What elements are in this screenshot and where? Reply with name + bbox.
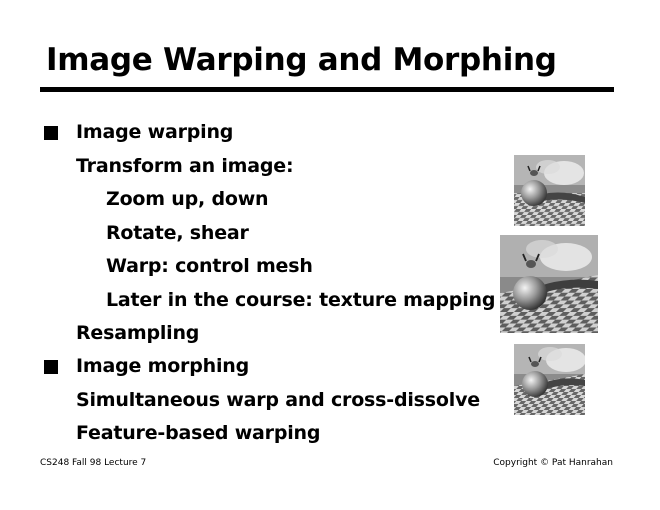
bullet-item: Image morphing bbox=[76, 355, 249, 377]
sub-sub-bullet-item: Rotate, shear bbox=[106, 222, 249, 244]
warp-example-image-original bbox=[514, 155, 585, 226]
title-divider bbox=[40, 87, 614, 92]
sub-sub-bullet-item: Zoom up, down bbox=[106, 188, 269, 210]
sub-bullet-item: Transform an image: bbox=[76, 155, 294, 177]
slide-title: Image Warping and Morphing bbox=[46, 42, 557, 78]
sub-bullet-item: Resampling bbox=[76, 322, 200, 344]
bullet-square-icon bbox=[44, 360, 58, 374]
sub-bullet-item: Simultaneous warp and cross-dissolve bbox=[76, 389, 480, 411]
footer-course-label: CS248 Fall 98 Lecture 7 bbox=[40, 458, 147, 468]
bullet-item: Image warping bbox=[76, 121, 234, 143]
footer-copyright: Copyright © Pat Hanrahan bbox=[493, 458, 613, 468]
sub-sub-bullet-item: Later in the course: texture mapping bbox=[106, 289, 496, 311]
sub-sub-bullet-item: Warp: control mesh bbox=[106, 255, 313, 277]
sub-bullet-item: Feature-based warping bbox=[76, 422, 321, 444]
morph-example-image bbox=[514, 344, 585, 415]
bullet-square-icon bbox=[44, 126, 58, 140]
warp-example-image-warped bbox=[500, 235, 598, 333]
